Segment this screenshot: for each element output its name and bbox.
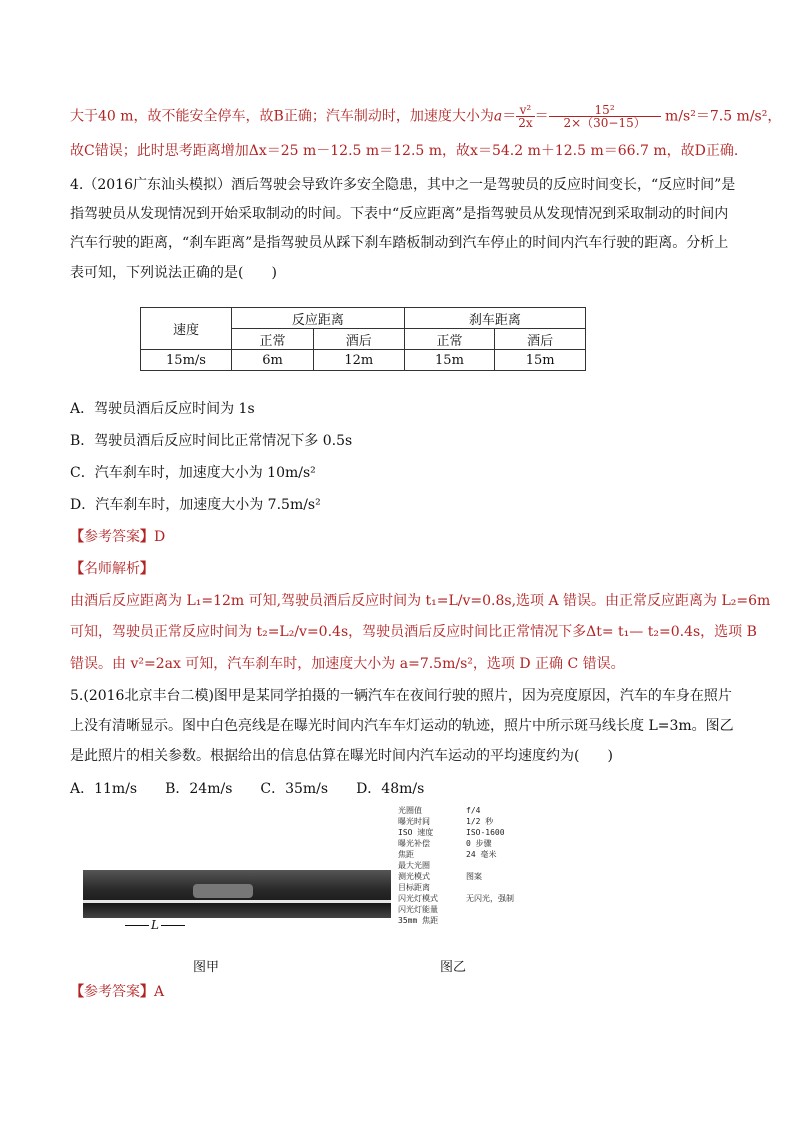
param-value: ISO-1600 xyxy=(466,828,505,837)
q4-table xyxy=(140,307,586,371)
param-row xyxy=(398,871,514,882)
headlight-streak xyxy=(83,900,391,903)
param-key: 曝光时间 xyxy=(398,817,430,826)
param-value: 24 毫米 xyxy=(466,850,497,859)
q4-stem-2: 指驾驶员从发现情况到开始采取制动的时间。下表中“反应距离”是指驾驶员从发现情况到采取制动的时间内 xyxy=(70,206,729,222)
q4-stem-1: 4.（2016广东汕头模拟）酒后驾驶会导致许多安全隐患，其中之一是驾驶员的反应时间变长，“反应时间”是 xyxy=(70,177,736,193)
normal-header: 正常 xyxy=(404,329,495,350)
normal-header: 正常 xyxy=(232,329,314,350)
table-cell: 15m xyxy=(404,350,495,371)
solution-line-1 xyxy=(70,104,781,129)
param-key: 最大光圈 xyxy=(398,861,430,870)
q5-answer xyxy=(70,983,164,1001)
analysis-label: 名师解析 xyxy=(84,561,140,577)
length-dimension xyxy=(125,919,185,933)
answer-label: 参考答案 xyxy=(84,984,140,1000)
table-cell: 12m xyxy=(313,350,404,371)
caption-figure-a: 图甲 xyxy=(193,960,220,975)
bracket-open: 【 xyxy=(70,529,84,545)
param-row xyxy=(398,827,514,838)
param-key: ISO 速度 xyxy=(398,828,434,837)
figure-a-photo xyxy=(83,870,391,918)
answer-value: D xyxy=(154,529,166,545)
q4-option-b: B．驾驶员酒后反应时间比正常情况下多 0.5s xyxy=(70,433,353,449)
param-value: 图案 xyxy=(466,872,482,881)
q4-analysis-1: 由酒后反应距离为 L₁=12m 可知,驾驶员酒后反应时间为 t₁=L/v=0.8s,选项 A 错误。由正常反应距离为 L₂=6m xyxy=(70,593,771,609)
frac-num: 15² xyxy=(549,104,661,117)
q4-stem-3: 汽车行驶的距离，“刹车距离”是指驾驶员从踩下刹车踏板制动到汽车停止的时间内汽车行驶的距离。分析上 xyxy=(70,235,729,251)
param-value: 1/2 秒 xyxy=(466,817,494,826)
param-row xyxy=(398,838,514,849)
var-a: a xyxy=(493,108,503,125)
car-silhouette xyxy=(193,884,253,898)
param-key: 光圈值 xyxy=(398,806,422,815)
figure-b-params xyxy=(398,805,514,926)
bracket-open: 【 xyxy=(70,561,84,577)
param-value: f/4 xyxy=(466,806,481,815)
q5-stem-2: 上没有清晰显示。图中白色亮线是在曝光时间内汽车车灯运动的轨迹，照片中所示斑马线长度 L=3m。图乙 xyxy=(70,718,734,734)
q5-options: A．11m/s B．24m/s C．35m/s D．48m/s xyxy=(70,781,425,797)
param-key: 目标距离 xyxy=(398,883,430,892)
dimension-label: L xyxy=(151,918,159,932)
reaction-header: 反应距离 xyxy=(232,308,405,329)
equals-sign: ＝ xyxy=(502,108,517,125)
q4-option-c: C．汽车刹车时，加速度大小为 10m/s² xyxy=(70,465,316,481)
bracket-close: 】 xyxy=(140,561,154,577)
q5-stem-3: 是此照片的相关参数。根据给出的信息估算在曝光时间内汽车运动的平均速度约为( ) xyxy=(70,748,613,764)
answer-value: A xyxy=(154,984,165,1000)
solution-text: m/s²＝7.5 m/s²， xyxy=(665,108,782,125)
param-row xyxy=(398,805,514,816)
param-key: 闪光灯模式 xyxy=(398,894,438,903)
param-key: 测光模式 xyxy=(398,872,430,881)
frac-den: 2×（30−15） xyxy=(563,116,646,130)
q4-analysis-3: 错误。由 v²=2ax 可知，汽车刹车时，加速度大小为 a=7.5m/s²，选项 D 正确 C 错误。 xyxy=(70,656,625,672)
solution-text: 大于40 m，故不能安全停车，故B正确；汽车制动时，加速度大小为 xyxy=(70,108,494,125)
table-row xyxy=(141,350,586,371)
param-row xyxy=(398,860,514,871)
param-key: 闪光灯能量 xyxy=(398,905,438,914)
param-row xyxy=(398,849,514,860)
caption-figure-b: 图乙 xyxy=(440,960,467,975)
fraction-v2-2x xyxy=(516,104,534,129)
solution-line-2: 故C错误；此时思考距离增加Δx＝25 m－12.5 m＝12.5 m，故x＝54.2 m＋12.5 m＝66.7 m，故D正确. xyxy=(70,143,739,159)
fraction-15-2-30 xyxy=(549,104,661,129)
q4-answer xyxy=(70,528,165,546)
param-row xyxy=(398,893,514,904)
table-cell: 15m/s xyxy=(141,350,232,371)
q4-analysis-heading xyxy=(70,560,154,578)
equals-sign: ＝ xyxy=(534,108,549,125)
param-key: 曝光补偿 xyxy=(398,839,430,848)
param-row xyxy=(398,904,514,915)
frac-num: v² xyxy=(516,104,534,117)
drunk-header: 酒后 xyxy=(495,329,586,350)
param-row xyxy=(398,816,514,827)
q4-analysis-2: 可知，驾驶员正常反应时间为 t₂=L₂/v=0.4s，驾驶员酒后反应时间比正常情况下多Δt= t₁— t₂=0.4s，选项 B xyxy=(70,624,757,640)
drunk-header: 酒后 xyxy=(313,329,404,350)
param-value: 0 步骤 xyxy=(466,839,492,848)
param-row xyxy=(398,915,514,926)
brake-header: 刹车距离 xyxy=(404,308,585,329)
bracket-close: 】 xyxy=(140,984,154,1000)
frac-den: 2x xyxy=(518,116,533,130)
q4-option-a: A．驾驶员酒后反应时间为 1s xyxy=(70,401,255,417)
q4-stem-4: 表可知，下列说法正确的是( ) xyxy=(70,265,277,281)
table-cell: 15m xyxy=(495,350,586,371)
param-value: 无闪光，强制 xyxy=(466,894,514,903)
param-key: 35mm 焦距 xyxy=(398,916,439,925)
answer-label: 参考答案 xyxy=(84,529,140,545)
bracket-open: 【 xyxy=(70,984,84,1000)
q4-option-d: D．汽车刹车时，加速度大小为 7.5m/s² xyxy=(70,497,321,513)
q5-stem-1: 5.(2016北京丰台二模)图甲是某同学拍摄的一辆汽车在夜间行驶的照片，因为亮度原因，汽车的车身在照片 xyxy=(70,688,732,704)
speed-header: 速度 xyxy=(141,308,232,350)
param-key: 焦距 xyxy=(398,850,414,859)
table-row xyxy=(141,308,586,329)
param-row xyxy=(398,882,514,893)
table-cell: 6m xyxy=(232,350,314,371)
bracket-close: 】 xyxy=(140,529,154,545)
